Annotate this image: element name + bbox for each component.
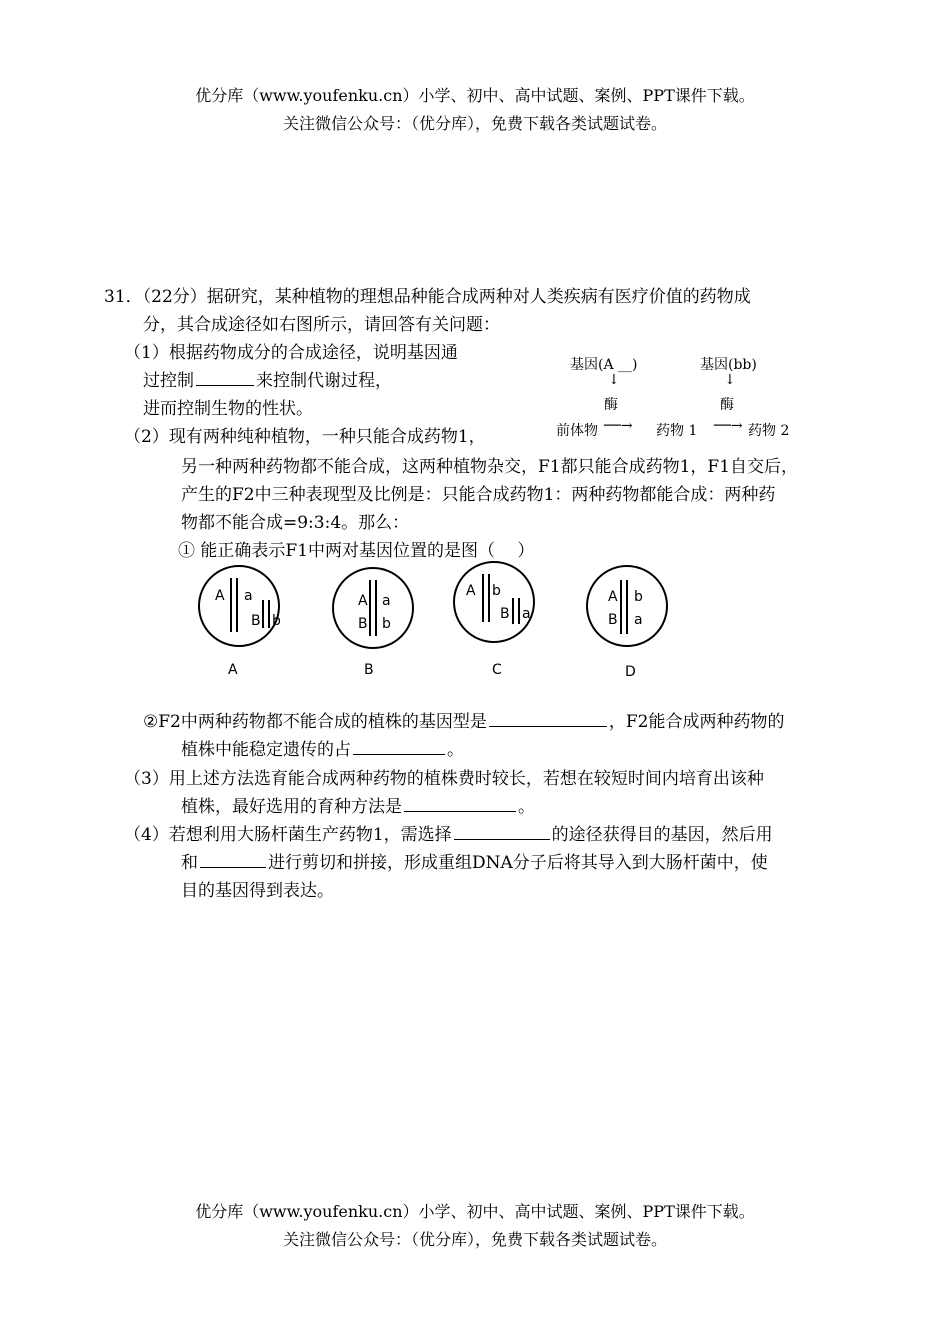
cell-diagram-b [333,568,413,648]
allele-label: B [608,612,618,628]
part4-text-2: 的途径获得目的基因，然后用 [551,825,773,845]
answer-blank-4[interactable] [404,793,516,812]
arrow-right-icon: ──→ [604,418,633,434]
question-intro-2: 分，其合成途径如右图所示，请回答有关问题： [143,315,500,335]
part3-line-a: （3）用上述方法选育能合成两种药物的植株费时较长，若想在较短时间内培育出该种 [124,769,764,789]
part4-text-4: 进行剪切和拼接，形成重组DNA分子后将其导入到大肠杆菌中，使 [268,853,768,873]
arrow-down-icon: ↓ [724,372,736,388]
answer-blank-3[interactable] [353,736,445,755]
gene-a-label: 基因(A __) [570,357,638,373]
part4-text-3: 和 [181,853,198,873]
synthesis-pathway-diagram [552,350,812,445]
allele-label: b [634,589,643,605]
part4-line-b [181,849,768,877]
answer-blank-1[interactable] [196,367,254,386]
part4-line-a [124,821,773,849]
part1-line-c: 进而控制生物的性状。 [143,399,313,419]
enzyme-1-label: 酶 [604,397,618,413]
arrow-right-icon: ──→ [714,418,743,434]
enzyme-2-label: 酶 [720,397,734,413]
part1-text-1: 过控制 [143,371,194,391]
part4-line-c: 目的基因得到表达。 [181,881,334,901]
allele-label: b [382,616,391,632]
part3-text-1: 植株，最好选用的育种方法是 [181,797,402,817]
arrow-down-icon: ↓ [608,372,620,388]
precursor-label: 前体物 [556,423,598,439]
gene-bb-label: 基因(bb) [700,357,757,373]
cell-diagram-d [587,566,667,646]
part2-question-2-cont [181,736,464,764]
part1-line-a: （1）根据药物成分的合成途径，说明基因通 [124,343,458,363]
part2-q2-text-2: ，F2能合成两种药物的 [608,712,785,732]
part2-line-a: （2）现有两种纯种植物，一种只能合成药物1， [124,427,486,447]
allele-label: a [522,606,531,622]
allele-label: A [466,583,476,599]
allele-label: b [272,613,281,629]
cell-diagram-a [199,566,279,646]
drug-2-label: 药物 2 [748,423,790,439]
cell-option-b-label: B [364,662,374,678]
footer-line-2: 关注微信公众号：（优分库），免费下载各类试题试卷。 [282,1230,667,1249]
part2-line-b: 另一种两种药物都不能合成，这两种植物杂交，F1都只能合成药物1，F1自交后， [181,457,799,477]
answer-blank-5[interactable] [454,821,550,840]
part1-line-b [143,367,392,395]
allele-label: A [608,589,618,605]
allele-label: A [215,588,225,604]
allele-label: B [358,616,368,632]
part2-q2-text-3: 植株中能稳定遗传的占 [181,740,351,760]
part1-text-2: 来控制代谢过程， [256,371,392,391]
footer-line-1: 优分库（www.youfenku.cn）小学、初中、高中试题、案例、PPT课件下载。 [195,1202,755,1221]
cell-option-c-label: C [492,662,502,678]
allele-label: a [634,612,643,628]
allele-label: b [492,583,501,599]
allele-label: B [500,606,510,622]
part4-text-1: （4）若想利用大肠杆菌生产药物1，需选择 [124,825,452,845]
question-intro-1: 31．（22分）据研究，某种植物的理想品种能合成两种对人类疾病有医疗价值的药物成 [104,287,751,307]
cell-option-d-label: D [625,664,636,680]
allele-label: A [358,593,368,609]
drug-1-label: 药物 1 [656,423,698,439]
part2-q2-text-1: ②F2中两种药物都不能合成的植株的基因型是 [143,712,487,732]
part2-q2-text-4: 。 [447,740,464,760]
part3-line-b [181,793,535,821]
part2-line-c: 产生的F2中三种表现型及比例是：只能合成药物1：两种药物都能合成：两种药 [181,485,776,505]
header-line-1: 优分库（www.youfenku.cn）小学、初中、高中试题、案例、PPT课件下载。 [195,86,755,105]
allele-label: a [382,593,391,609]
allele-label: a [244,588,253,604]
answer-blank-2[interactable] [489,708,607,727]
header-line-2: 关注微信公众号：（优分库），免费下载各类试题试卷。 [282,114,667,133]
answer-blank-6[interactable] [200,849,266,868]
part3-text-2: 。 [518,797,535,817]
part2-question-2 [143,708,784,736]
cell-option-a-label: A [228,662,238,678]
part2-line-d: 物都不能合成=9:3:4。那么： [181,513,410,533]
allele-label: B [251,613,261,629]
part2-question-1: ① 能正确表示F1中两对基因位置的是图（ ） [178,541,535,561]
